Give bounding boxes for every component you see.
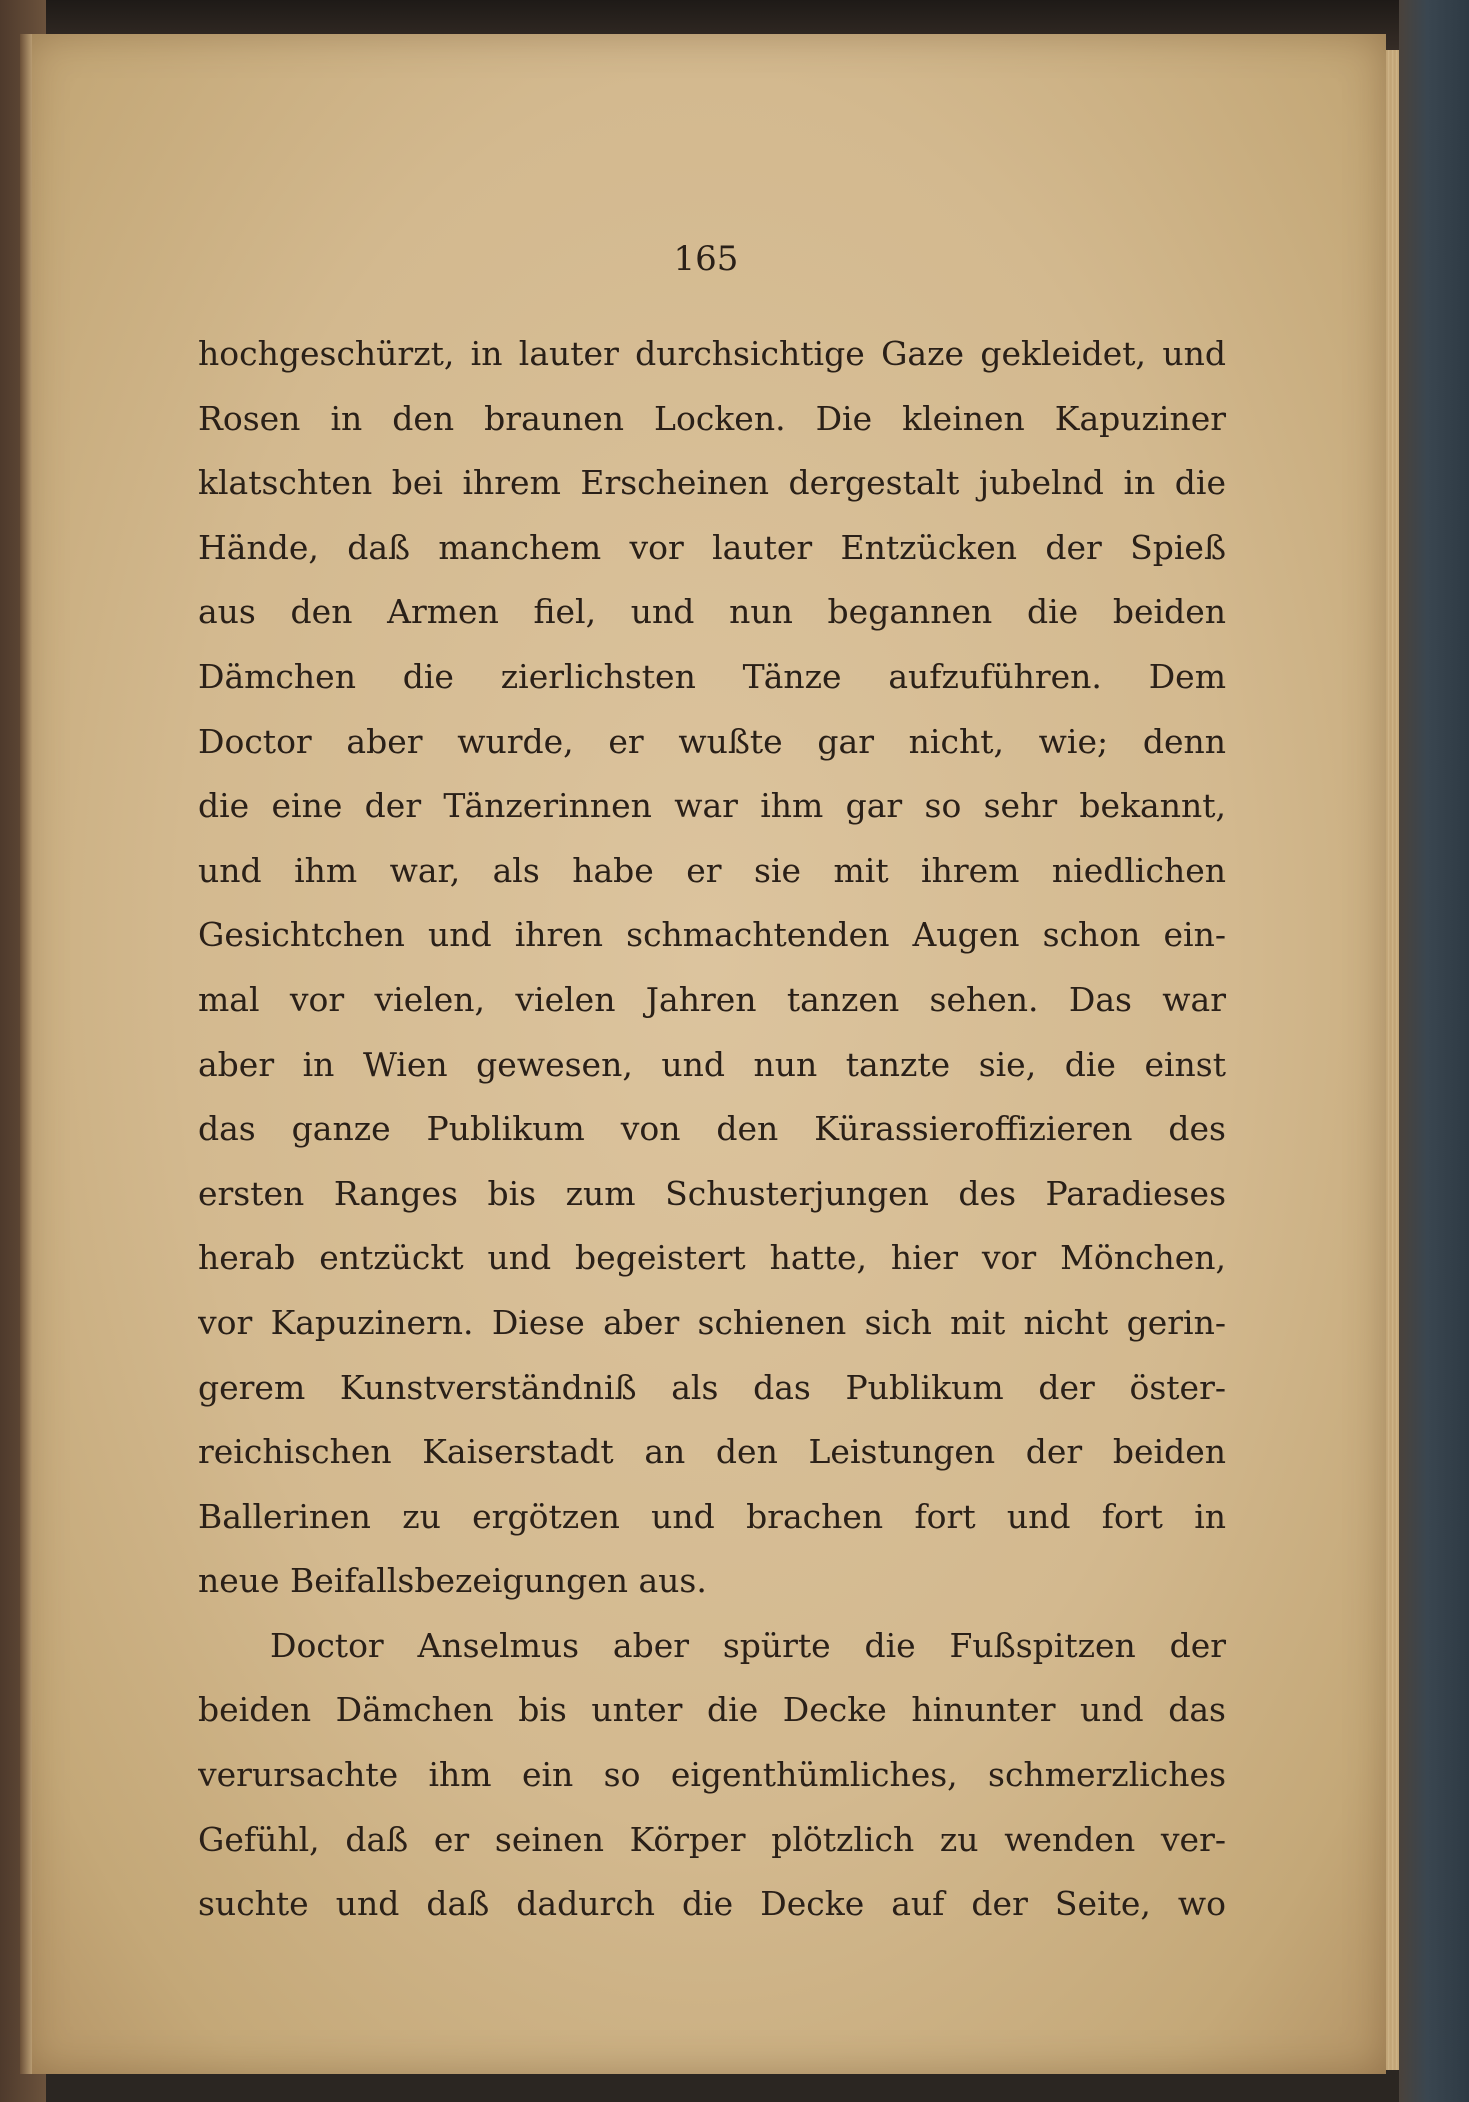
- text-line: aber in Wien gewesen, und nun tanzte sie, die einst: [198, 1044, 1226, 1084]
- text-line: Rosen in den braunen Locken. Die kleinen Kapuziner: [198, 398, 1226, 438]
- text-line: die eine der Tänzerinnen war ihm gar so sehr bekannt,: [198, 786, 1226, 826]
- book-cover-right: [1399, 0, 1469, 2102]
- text-line: suchte und daß dadurch die Decke auf der Seite, wo: [198, 1884, 1226, 1924]
- text-line: Doctor aber wurde, er wußte gar nicht, wie; denn: [198, 721, 1226, 761]
- text-line-paragraph-start: Doctor Anselmus aber spürte die Fußspitzen der: [270, 1625, 1226, 1665]
- text-line: reichischen Kaiserstadt an den Leistungen der beiden: [198, 1432, 1226, 1472]
- text-line: Dämchen die zierlichsten Tänze aufzuführen. Dem: [198, 656, 1226, 696]
- book-page: [26, 34, 1386, 2074]
- page-number: 165: [673, 239, 739, 279]
- text-line: ersten Ranges bis zum Schusterjungen des Paradieses: [198, 1173, 1226, 1213]
- text-line: mal vor vielen, vielen Jahren tanzen sehen. Das war: [198, 979, 1226, 1019]
- text-line: Ballerinen zu ergötzen und brachen fort und fort in: [198, 1496, 1226, 1536]
- text-line: verursachte ihm ein so eigenthümliches, schmerzliches: [198, 1755, 1226, 1795]
- text-line: Hände, daß manchem vor lauter Entzücken der Spieß: [198, 527, 1226, 567]
- text-line: herab entzückt und begeistert hatte, hier vor Mönchen,: [198, 1238, 1226, 1278]
- text-line: Gefühl, daß er seinen Körper plötzlich zu wenden ver-: [198, 1819, 1226, 1859]
- text-line-paragraph-end: neue Beifallsbezeigungen aus.: [198, 1561, 707, 1601]
- text-line: klatschten bei ihrem Erscheinen dergestalt jubelnd in die: [198, 463, 1226, 503]
- text-line: beiden Dämchen bis unter die Decke hinunter und das: [198, 1690, 1226, 1730]
- text-line: vor Kapuzinern. Diese aber schienen sich mit nicht gerin-: [198, 1302, 1226, 1342]
- text-line: Gesichtchen und ihren schmachtenden Augen schon ein-: [198, 915, 1226, 955]
- text-line: aus den Armen fiel, und nun begannen die beiden: [198, 592, 1226, 632]
- page-body-text: [198, 322, 1226, 1937]
- page-gutter-shadow: [20, 34, 32, 2074]
- text-line: gerem Kunstverständniß als das Publikum der öster-: [198, 1367, 1226, 1407]
- text-line: und ihm war, als habe er sie mit ihrem niedlichen: [198, 850, 1226, 890]
- text-line: hochgeschürzt, in lauter durchsichtige Gaze gekleidet, und: [198, 334, 1226, 373]
- text-line: das ganze Publikum von den Kürassieroffizieren des: [198, 1109, 1226, 1149]
